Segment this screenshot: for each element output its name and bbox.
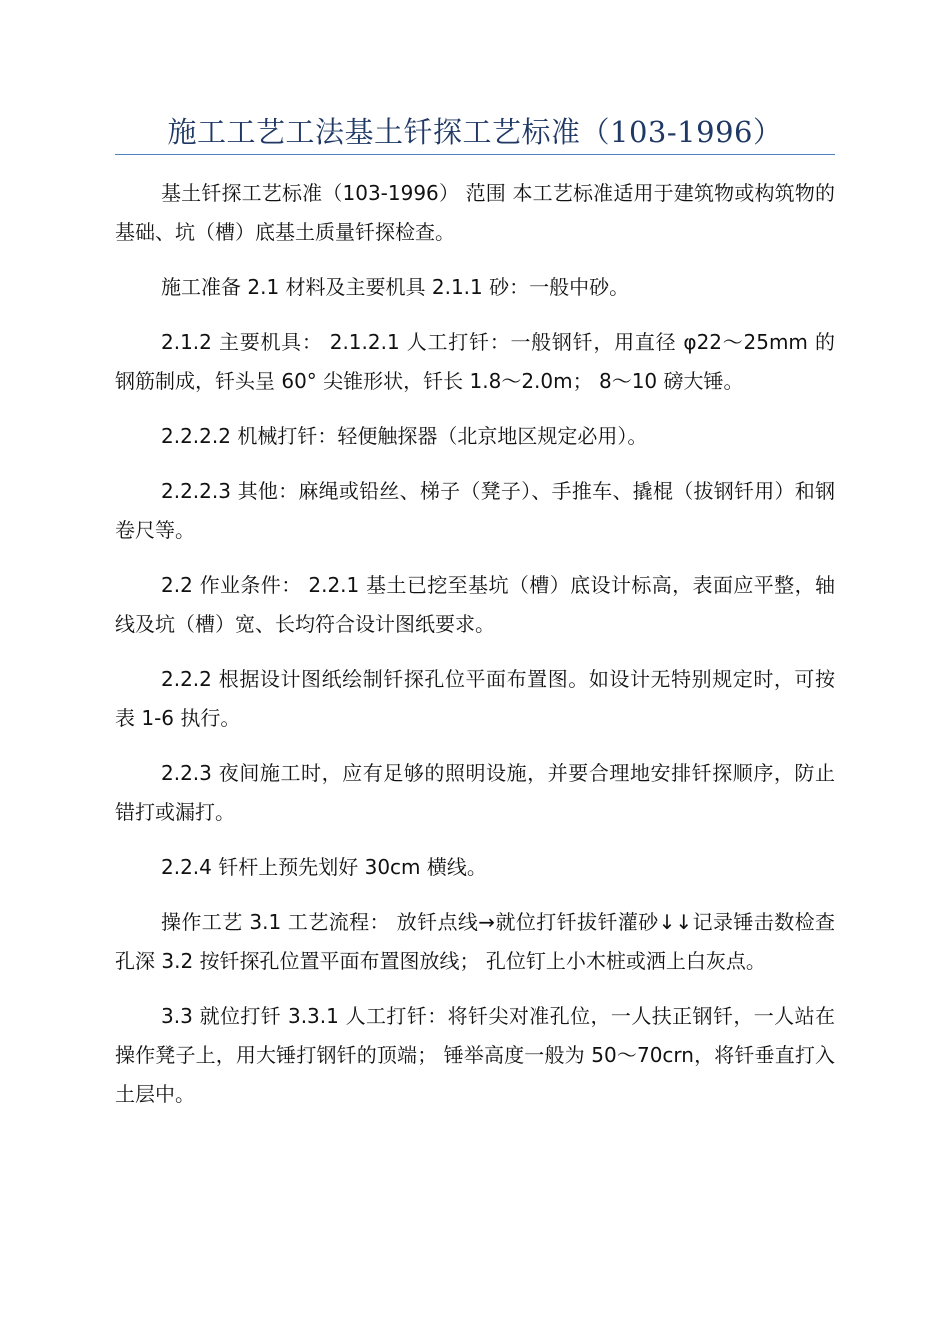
paragraph-preparation: 施工准备 2.1 材料及主要机具 2.1.1 砂：一般中砂。 [161, 275, 630, 299]
paragraph-hole-layout: 2.2.2 根据设计图纸绘制钎探孔位平面布置图。如设计无特别规定时，可按表 1-6 执行。 [115, 667, 835, 730]
paragraph-main-tools: 2.1.2 主要机具： 2.1.2.1 人工打钎：一般钢钎，用直径 φ22～25mm 的钢筋制成，钎头呈 60° 尖锥形状，钎长 1.8～2.0m； 8～10 磅大锤。 [115, 330, 835, 393]
document-title: 施工工艺工法基土钎探工艺标准（103-1996） [167, 115, 783, 149]
paragraph-other-tools: 2.2.2.3 其他：麻绳或铅丝、梯子（凳子）、手推车、撬棍（拔钢钎用）和钢卷尺等。 [115, 479, 835, 542]
paragraph-operation-process: 操作工艺 3.1 工艺流程： 放钎点线→就位打钎拔钎灌砂↓↓记录锤击数检查孔深 3.2 按钎探孔位置平面布置图放线； 孔位钉上小木桩或洒上白灰点。 [115, 910, 835, 973]
paragraph-rod-marking: 2.2.4 钎杆上预先划好 30cm 横线。 [161, 855, 487, 879]
paragraph-working-conditions: 2.2 作业条件： 2.2.1 基土已挖至基坑（槽）底设计标高，表面应平整，轴线及坑（槽）宽、长均符合设计图纸要求。 [115, 573, 835, 636]
title-underline [115, 154, 835, 155]
paragraph-manual-probing: 3.3 就位打钎 3.3.1 人工打钎：将钎尖对准孔位，一人扶正钢钎，一人站在操作凳子上，用大锤打钢钎的顶端； 锤举高度一般为 50～70crn，将钎垂直打入土层中。 [115, 1004, 835, 1106]
paragraph-mechanical-probing: 2.2.2.2 机械打钎：轻便触探器（北京地区规定必用）。 [161, 424, 648, 448]
paragraph-night-work: 2.2.3 夜间施工时，应有足够的照明设施，并要合理地安排钎探顺序，防止错打或漏打。 [115, 761, 835, 824]
paragraph-scope: 基土钎探工艺标准（103-1996） 范围 本工艺标准适用于建筑物或构筑物的基础、坑（槽）底基土质量钎探检查。 [115, 181, 835, 244]
document-body [115, 174, 835, 1130]
